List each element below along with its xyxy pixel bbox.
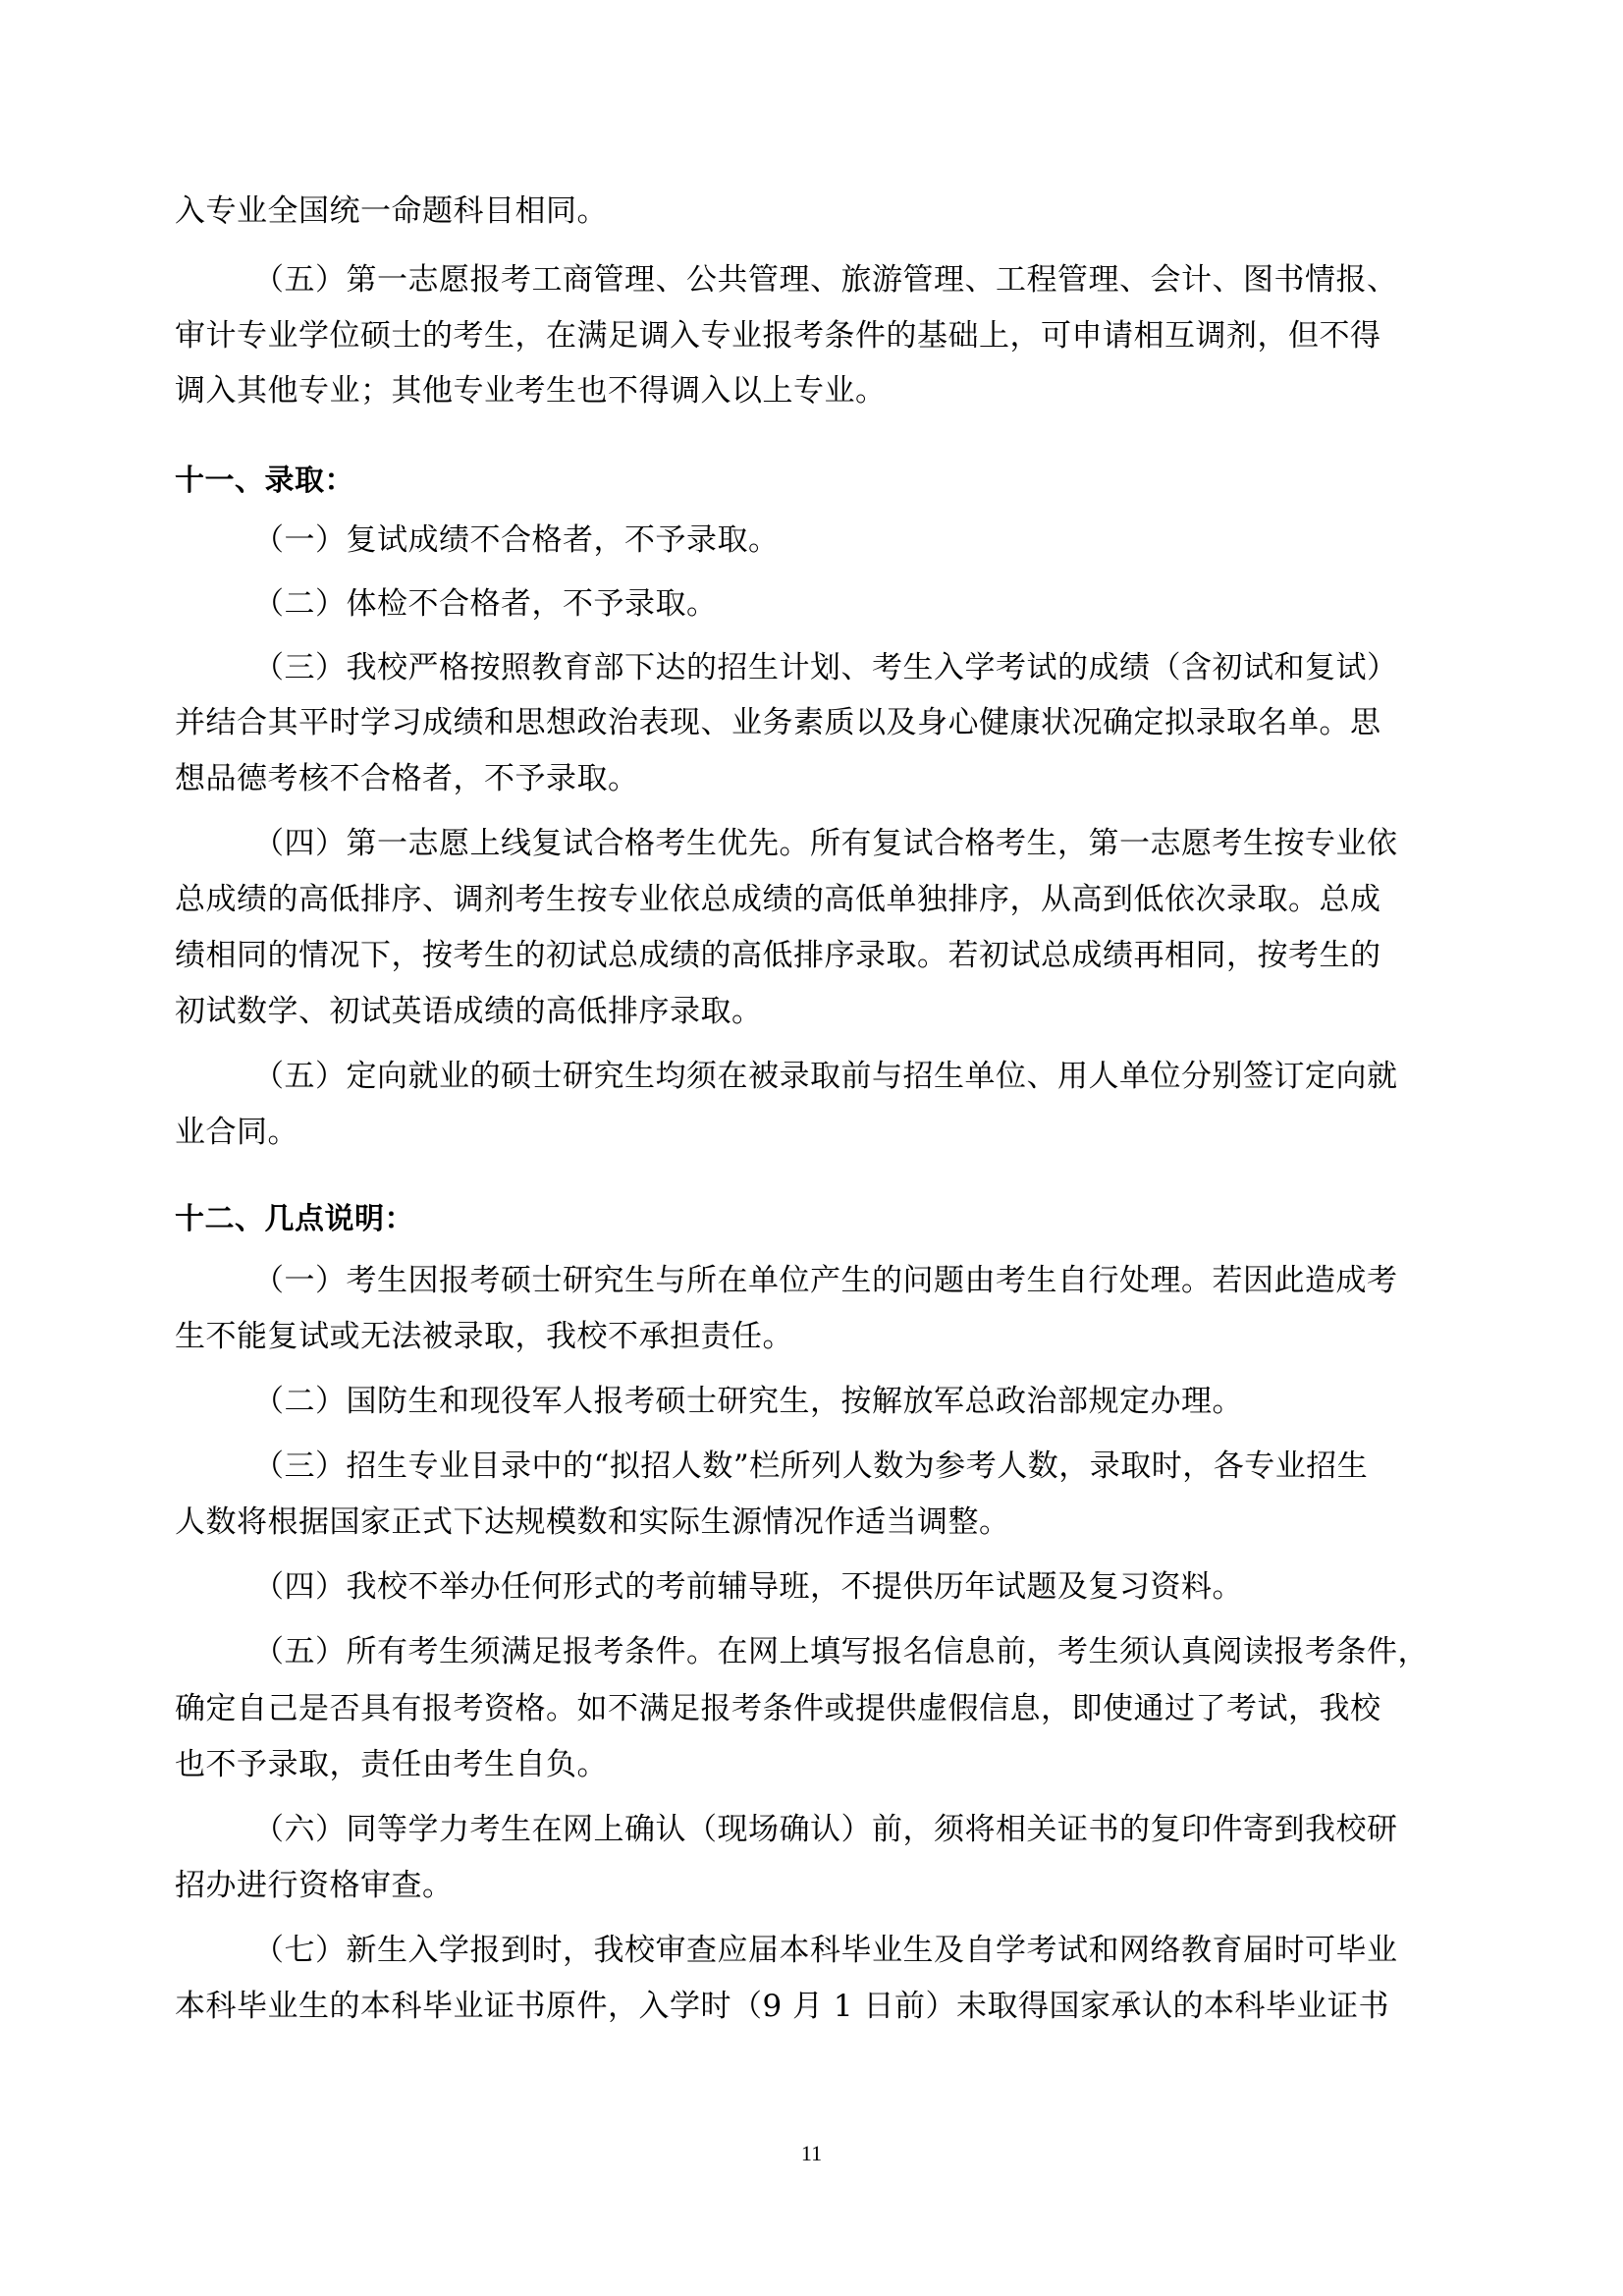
section-heading-admission: 十一、录取： <box>175 464 354 498</box>
paragraph-first-line: （二）国防生和现役军人报考硕士研究生，按解放军总政治部规定办理。 <box>253 1384 1243 1419</box>
paragraph-first-line: （二）体检不合格者，不予录取。 <box>253 586 718 622</box>
body-text-line: 业合同。 <box>175 1115 298 1150</box>
paragraph-first-line: （三）招生专业目录中的“拟招人数”栏所列人数为参考人数，录取时，各专业招生 <box>253 1449 1369 1484</box>
body-text-line: 总成绩的高低排序、调剂考生按专业依总成绩的高低单独排序，从高到低依次录取。总成 <box>175 882 1381 917</box>
paragraph-first-line: （一）考生因报考硕士研究生与所在单位产生的问题由考生自行处理。若因此造成考 <box>253 1263 1398 1298</box>
paragraph-first-line: （五）第一志愿报考工商管理、公共管理、旅游管理、工程管理、会计、图书情报、 <box>253 262 1398 298</box>
body-text-line: 人数将根据国家正式下达规模数和实际生源情况作适当调整。 <box>175 1504 1010 1540</box>
body-text-line: 本科毕业生的本科毕业证书原件，入学时（9 月 1 日前）未取得国家承认的本科毕业证书 <box>175 1989 1390 2024</box>
section-heading-notes: 十二、几点说明： <box>175 1202 414 1236</box>
paragraph-first-line: （四）第一志愿上线复试合格考生优先。所有复试合格考生，第一志愿考生按专业依 <box>253 826 1398 861</box>
paragraph-first-line: （五）定向就业的硕士研究生均须在被录取前与招生单位、用人单位分别签订定向就 <box>253 1059 1398 1094</box>
paragraph-first-line: （七）新生入学报到时，我校审查应届本科毕业生及自学考试和网络教育届时可毕业 <box>253 1933 1398 1968</box>
paragraph-first-line: （三）我校严格按照教育部下达的招生计划、考生入学考试的成绩（含初试和复试） <box>253 650 1398 685</box>
page-number: 11 <box>800 2141 823 2165</box>
body-text-line: 招办进行资格审查。 <box>175 1868 454 1903</box>
body-text-line: 初试数学、初试英语成绩的高低排序录取。 <box>175 994 763 1029</box>
body-text-line: 想品德考核不合格者，不予录取。 <box>175 761 639 796</box>
paragraph-first-line: （一）复试成绩不合格者，不予录取。 <box>253 522 780 558</box>
body-text-line: 审计专业学位硕士的考生，在满足调入专业报考条件的基础上，可申请相互调剂，但不得 <box>175 318 1381 354</box>
body-text-line: 入专业全国统一命题科目相同。 <box>175 193 608 229</box>
paragraph-first-line: （六）同等学力考生在网上确认（现场确认）前，须将相关证书的复印件寄到我校研 <box>253 1812 1398 1847</box>
body-text-line: 绩相同的情况下，按考生的初试总成绩的高低排序录取。若初试总成绩再相同，按考生的 <box>175 938 1381 973</box>
body-text-line: 确定自己是否具有报考资格。如不满足报考条件或提供虚假信息，即使通过了考试，我校 <box>175 1691 1381 1726</box>
paragraph-first-line: （四）我校不举办任何形式的考前辅导班，不提供历年试题及复习资料。 <box>253 1569 1243 1605</box>
body-text-line: 调入其他专业；其他专业考生也不得调入以上专业。 <box>175 373 887 409</box>
body-text-line: 生不能复试或无法被录取，我校不承担责任。 <box>175 1319 793 1354</box>
body-text-line: 并结合其平时学习成绩和思想政治表现、业务素质以及身心健康状况确定拟录取名单。思 <box>175 705 1381 740</box>
body-text-line: 也不予录取，责任由考生自负。 <box>175 1747 608 1782</box>
paragraph-first-line: （五）所有考生须满足报考条件。在网上填写报名信息前，考生须认真阅读报考条件， <box>253 1634 1429 1669</box>
